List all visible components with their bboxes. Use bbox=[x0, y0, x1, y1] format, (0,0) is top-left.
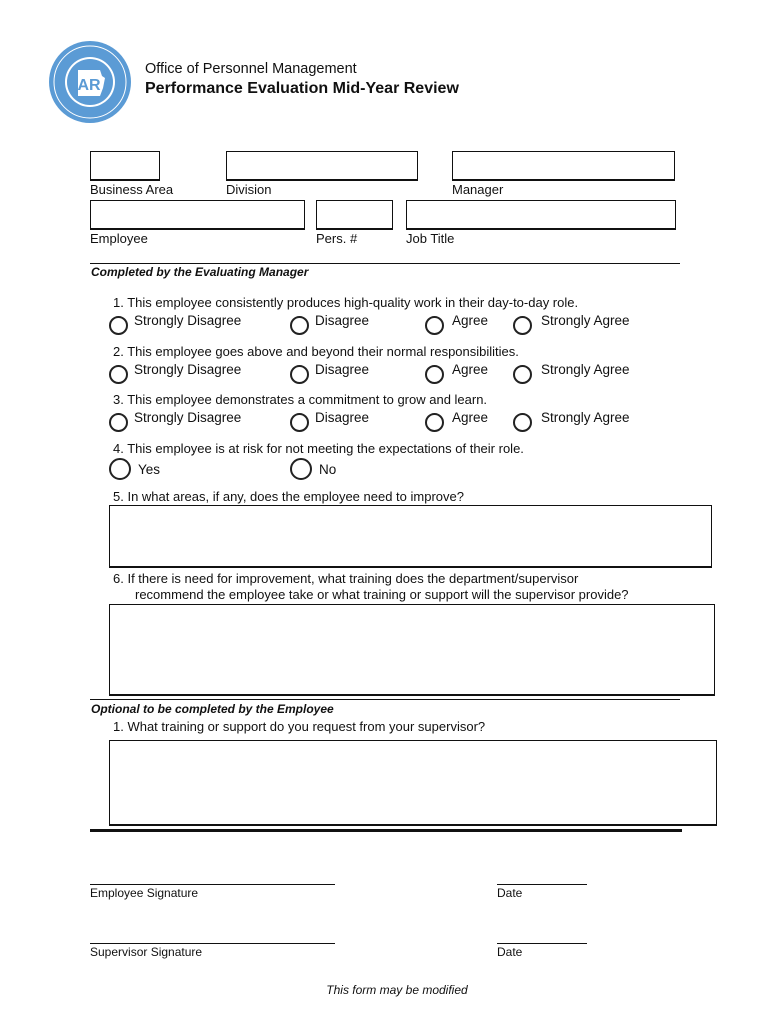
radio-icon[interactable] bbox=[425, 316, 444, 335]
job-title-label: Job Title bbox=[406, 231, 455, 246]
employee-question-1: 1. What training or support do you request from your supervisor? bbox=[113, 719, 486, 734]
training-request-textarea[interactable] bbox=[109, 740, 717, 826]
radio-icon[interactable] bbox=[109, 413, 128, 432]
radio-icon[interactable] bbox=[425, 413, 444, 432]
q4-option-no[interactable]: No bbox=[290, 458, 336, 480]
q2-option-disagree[interactable]: Disagree bbox=[290, 360, 369, 384]
agency-seal bbox=[48, 40, 132, 124]
question-3: 3. This employee demonstrates a commitment to grow and learn. bbox=[113, 392, 488, 407]
q2-option-agree[interactable]: Agree bbox=[425, 360, 488, 384]
employee-signature-line[interactable] bbox=[90, 884, 335, 885]
footer-note: This form may be modified bbox=[326, 983, 468, 997]
question-5: 5. In what areas, if any, does the employee need to improve? bbox=[113, 489, 464, 504]
question-6-line-2: recommend the employee take or what training or support will the supervisor provide? bbox=[135, 587, 629, 602]
signature-divider bbox=[90, 829, 682, 832]
radio-icon[interactable] bbox=[109, 365, 128, 384]
pers-no-input[interactable] bbox=[316, 200, 393, 230]
manager-input[interactable] bbox=[452, 151, 675, 181]
radio-icon[interactable] bbox=[109, 316, 128, 335]
radio-icon[interactable] bbox=[109, 458, 131, 480]
radio-icon[interactable] bbox=[513, 413, 532, 432]
supervisor-date-label: Date bbox=[497, 945, 523, 959]
q3-option-disagree[interactable]: Disagree bbox=[290, 408, 369, 432]
question-6-line-1: 6. If there is need for improvement, what training does the department/supervisor bbox=[113, 571, 579, 586]
q1-option-disagree[interactable]: Disagree bbox=[290, 311, 369, 335]
employee-input[interactable] bbox=[90, 200, 305, 230]
supervisor-date-line[interactable] bbox=[497, 943, 587, 944]
radio-icon[interactable] bbox=[425, 365, 444, 384]
radio-icon[interactable] bbox=[290, 365, 309, 384]
business-area-label: Business Area bbox=[90, 182, 174, 197]
question-2: 2. This employee goes above and beyond their normal responsibilities. bbox=[113, 344, 519, 359]
business-area-input[interactable] bbox=[90, 151, 160, 181]
radio-icon[interactable] bbox=[513, 365, 532, 384]
division-label: Division bbox=[226, 182, 272, 197]
form-title: Performance Evaluation Mid-Year Review bbox=[145, 80, 459, 97]
org-name: Office of Personnel Management bbox=[145, 61, 357, 77]
employee-section-title: Optional to be completed by the Employee bbox=[91, 702, 334, 716]
section-divider bbox=[90, 699, 680, 700]
q4-option-yes[interactable]: Yes bbox=[109, 458, 160, 480]
employee-date-line[interactable] bbox=[497, 884, 587, 885]
radio-icon[interactable] bbox=[513, 316, 532, 335]
radio-icon[interactable] bbox=[290, 458, 312, 480]
question-1: 1. This employee consistently produces high-quality work in their day-to-day role. bbox=[113, 295, 579, 310]
section-divider bbox=[90, 263, 680, 264]
q3-option-strongly-disagree[interactable]: Strongly Disagree bbox=[109, 408, 241, 432]
radio-icon[interactable] bbox=[290, 316, 309, 335]
improvement-areas-textarea[interactable] bbox=[109, 505, 712, 568]
job-title-input[interactable] bbox=[406, 200, 676, 230]
pers-no-label: Pers. # bbox=[316, 231, 358, 246]
manager-section-title: Completed by the Evaluating Manager bbox=[91, 265, 309, 279]
q1-option-strongly-disagree[interactable]: Strongly Disagree bbox=[109, 311, 241, 335]
q1-option-strongly-agree[interactable]: Strongly Agree bbox=[513, 311, 630, 335]
manager-label: Manager bbox=[452, 182, 504, 197]
q3-option-strongly-agree[interactable]: Strongly Agree bbox=[513, 408, 630, 432]
training-recommendation-textarea[interactable] bbox=[109, 604, 715, 696]
question-4: 4. This employee is at risk for not meeting the expectations of their role. bbox=[113, 441, 524, 456]
employee-label: Employee bbox=[90, 231, 148, 246]
svg-text:AR: AR bbox=[77, 77, 101, 94]
supervisor-signature-line[interactable] bbox=[90, 943, 335, 944]
radio-icon[interactable] bbox=[290, 413, 309, 432]
q3-option-agree[interactable]: Agree bbox=[425, 408, 488, 432]
q1-option-agree[interactable]: Agree bbox=[425, 311, 488, 335]
q2-option-strongly-agree[interactable]: Strongly Agree bbox=[513, 360, 630, 384]
employee-signature-label: Employee Signature bbox=[90, 886, 199, 900]
q2-option-strongly-disagree[interactable]: Strongly Disagree bbox=[109, 360, 241, 384]
division-input[interactable] bbox=[226, 151, 418, 181]
employee-date-label: Date bbox=[497, 886, 523, 900]
supervisor-signature-label: Supervisor Signature bbox=[90, 945, 203, 959]
